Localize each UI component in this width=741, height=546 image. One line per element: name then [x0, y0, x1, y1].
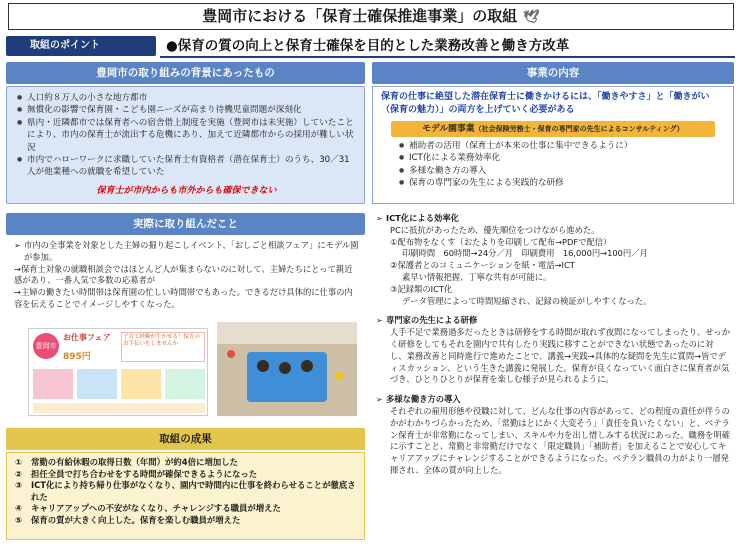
- ict-step-2-detail: 素早い情報把握、丁寧な共有が可能に。: [402, 271, 552, 282]
- title-text: 豊岡市における「保育士確保推進事業」の取組: [202, 7, 518, 25]
- result-item: ④ キャリアアップへの不安がなくなり、チャレンジする職員が増えた: [15, 503, 281, 514]
- flyer-title: お仕事フェア: [63, 333, 111, 342]
- practice-header: 実際に取り組んだこと: [6, 213, 365, 235]
- ict-step-1: ①配布物をなくす（おたよりを印刷して配布→PDFで配信）: [390, 236, 612, 247]
- child-figure: [301, 360, 313, 372]
- ict-title: ➢ ICT化による効率化: [376, 213, 730, 225]
- content-item: ● ICT化による業務効率化: [399, 152, 725, 164]
- flyer-badge: 豊岡市: [33, 333, 59, 359]
- background-item: ● 人口約８万人の小さな地方都市: [17, 92, 356, 104]
- ict-step-3: ③記録類のICT化: [390, 283, 453, 294]
- background-item: ● 無償化の影響で保育園・こども園ニーズが高まり待機児童問題が深刻化: [17, 104, 356, 116]
- ict-step-3-detail: データ管理によって時間短縮され、記録の検証がしやすくなった。: [402, 295, 652, 306]
- child-figure: [257, 360, 269, 372]
- flyer-footer: [33, 403, 205, 413]
- details-column: [376, 213, 734, 543]
- content-lead: 保育の仕事に絶望した潜在保育士に働きかけるには、「働きやすさ」と「働きがい（保育の魅力）」の両方を上げていく必要がある: [381, 92, 710, 115]
- content-item: ● 保育の専門家の先生による実践的な研修: [399, 177, 725, 189]
- event-flyer-image: [28, 328, 208, 416]
- flyer-photo: [77, 369, 117, 399]
- flyer-photo: [121, 369, 161, 399]
- ict-step-2: ②保護者とのコミュニケーションを紙・電話→ICT: [390, 260, 575, 271]
- play-mat: [247, 352, 327, 402]
- training-body: 人手不足で業務過多だったときは研修をする時間が取れず夜間になってしまったり、せっかく研修をしてもそれを園内で共有したり実践に移すことができない状態であったのに対し、業務改善と同時進行で進めたことで、講義→実践→具体的な疑問を先生に質問→皆でディスカッション、という生きた講義に発展した。保育が良くなっていく面白さに保育者が気づき、ひとりひとりが保育を楽しむ様子が見られるように。: [390, 327, 731, 385]
- content-panel: [372, 86, 734, 204]
- workstyle-body: それぞれの雇用形態や役職に対して、どんな仕事の内容があって、どの程度の責任が伴うのかがわかりづらかったため、「常勤はとにかく大変そう」「責任を負いたくない」と、ベテラン保育士が非常勤になってしまい、スキルや力を出し惜しみする状況にあった。職務を明確に示すことと、常勤と非常勤だけでなく「限定職員」「補助者」を加えることで安心してキャリアアップにチャレンジすることができるようになった。ベテラン職員の力がより一層発揮され、全体の質が向上した。: [390, 405, 731, 475]
- ict-lead: PCに抵抗があったため、優先順位をつけながら進めた。: [390, 224, 600, 235]
- flyer-price: 895円: [63, 352, 91, 362]
- photo-wall: [217, 322, 357, 344]
- flyer-photo: [33, 369, 73, 399]
- classroom-photo: [217, 322, 357, 416]
- practice-text-2: →保育士対象の就職相談会ではほとんど人が集まらないのに対して、主婦たちにとって親近感があり、一番人気で多数の応募者が: [14, 263, 353, 286]
- result-item: ① 常勤の有給休暇の取得日数（年間）が約4倍に増加した: [15, 457, 238, 467]
- model-title: モデル園事業: [422, 124, 475, 134]
- background-panel: [6, 86, 365, 204]
- content-item: ● 多様な働き方の導入: [399, 165, 725, 177]
- ball: [335, 372, 343, 380]
- result-item: ③ ICT化により持ち帰り仕事がなくなり、園内で時間内に仕事を終わらせることが徹底された: [15, 480, 356, 502]
- model-badge: [391, 121, 715, 137]
- practice-text-3: →主婦の働きたい時間帯は保育園の忙しい時間帯でもあった。できるだけ具体的に仕事の内容を伝えることでイメージしやすくなった。: [14, 287, 353, 309]
- flyer-photo: [165, 369, 205, 399]
- result-item: ② 担任全員で打ち合わせをする時間が確保できるようになった: [15, 468, 258, 479]
- results-panel: [6, 452, 365, 540]
- ict-step-1-detail: 印刷時間 60時間→24分／月 印刷費用 16,000円→100円／月: [402, 248, 648, 259]
- result-item: ⑤ 保育の質が大きく向上した。保育を楽しむ職員が増えた: [15, 514, 241, 525]
- model-note: （社会保険労務士・保育の専門家の先生によるコンサルティング）: [474, 125, 684, 133]
- background-item: ● 県内・近隣都市では保育者への宿舎借上制度を実施（豊岡市は未実施）していたことにより、市内の保育士が流出する危機にあり、加えて近隣都市からの採用が難しい状況: [17, 117, 356, 154]
- workstyle-title: ➢ 多様な働き方の導入: [376, 394, 730, 406]
- point-text: ●保育の質の向上と保育士確保を目的とした業務改善と働き方改革: [160, 34, 735, 58]
- content-header: 事業の内容: [372, 62, 734, 84]
- ball: [227, 350, 235, 358]
- background-header: 豊岡市の取り組みの背景にあったもの: [6, 62, 365, 84]
- point-label: 取組のポイント: [6, 36, 156, 56]
- results-header: 取組の成果: [6, 428, 365, 450]
- flyer-subtitle: 子育て経験が生かせる！保育のお手伝いをしませんか: [121, 332, 205, 362]
- bird-icon: 🕊: [523, 10, 540, 25]
- background-conclusion: 保育士が市内からも市外からも確保できない: [96, 185, 277, 196]
- content-item: ● 補助者の活用（保育士が本来の仕事に集中できるように）: [399, 140, 725, 152]
- background-item: ● 市内でハローワークに求職していた保育士有資格者（潜在保育士）のうち、30／31人が他業種への就職を希望していた: [17, 154, 356, 179]
- child-figure: [279, 362, 291, 374]
- practice-text-1: ➢ 市内の全事業を対象とした主婦の掘り起こしイベント、「おしごと相談フェア」にモデル園が参加。: [14, 240, 359, 264]
- training-title: ➢ 専門家の先生による研修: [376, 315, 730, 327]
- page-title: [8, 3, 734, 30]
